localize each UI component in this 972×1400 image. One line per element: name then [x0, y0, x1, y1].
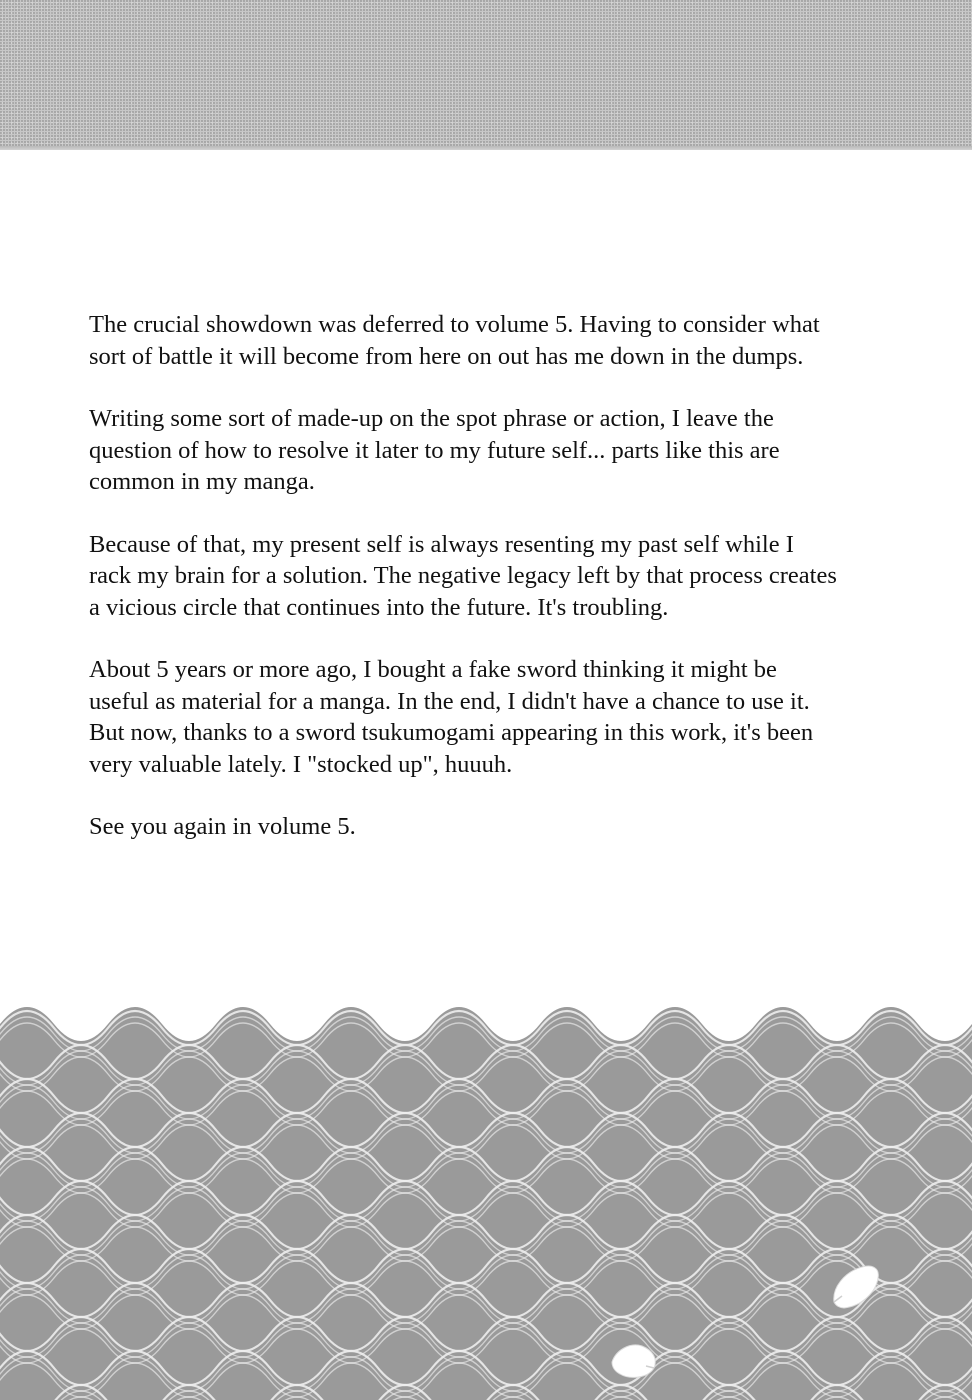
paragraph-4: About 5 years or more ago, I bought a fake sword thinking it might be useful as material for a manga. In the end, I didn't have a chance to use it. But now, thanks to a sword tsukumogami appearing in this work, it's been very valuable lately. I "stocked up", huuuh.: [89, 656, 814, 778]
paragraph-5: See you again in volume 5.: [89, 813, 356, 840]
afterword-text: [89, 309, 899, 874]
wave-pattern-graphic: [0, 990, 972, 1400]
seigaiha-wave-pattern: [0, 990, 972, 1400]
paragraph-1: The crucial showdown was deferred to volume 5. Having to consider what sort of battle it will become from here on out has me down in the dumps.: [89, 311, 820, 370]
cherry-petal-icon: [828, 1262, 882, 1312]
paragraph-3: Because of that, my present self is always resenting my past self while I rack my brain for a solution. The negative legacy left by that process creates a vicious circle that continues into the future. It's troubling.: [89, 530, 837, 621]
top-band-edge: [0, 146, 972, 150]
cherry-petal-icon: [608, 1338, 660, 1382]
paragraph-2: Writing some sort of made-up on the spot phrase or action, I leave the question of how to resolve it later to my future self... parts like this are common in my manga.: [89, 405, 780, 495]
top-screentone-band: [0, 0, 972, 150]
